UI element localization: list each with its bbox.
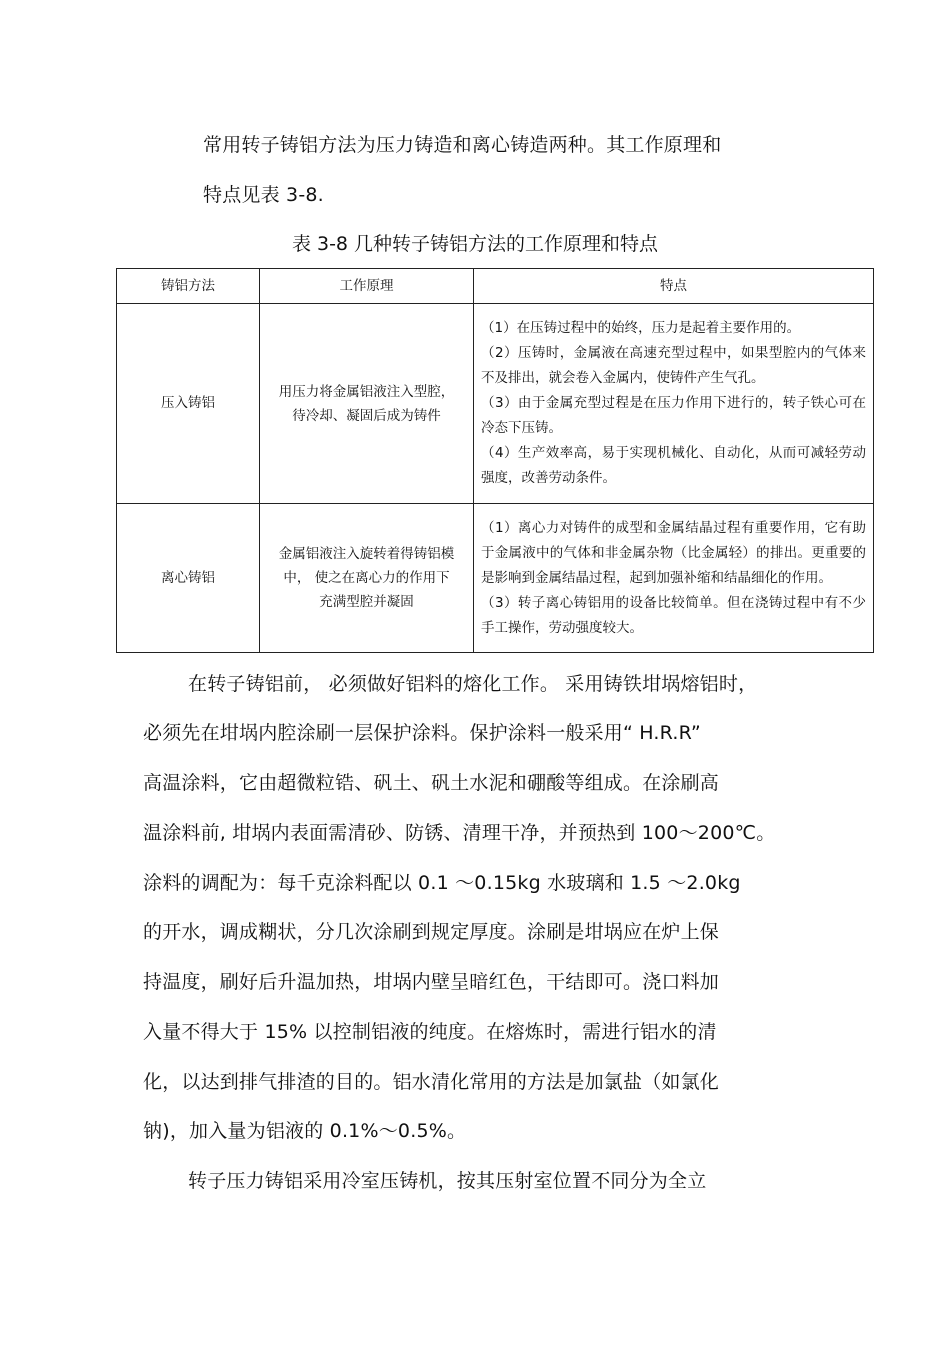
body-line-7: 持温度，刷好后升温加热，坩埚内壁呈暗红色，干结即可。浇口料加 [143,971,720,993]
features-cell [474,304,874,504]
principle-text: 金属铝液注入旋转着得铸铝模中， 使之在离心力的作用下充满型腔并凝固 [278,546,455,610]
principle-cell [260,304,474,504]
principle-text: 用压力将金属铝液注入型腔，待冷却、凝固后成为铸件 [278,383,455,424]
body-line-6: 的开水，调成糊状，分几次涂刷到规定厚度。涂刷是坩埚应在炉上保 [143,921,720,943]
feature-item: （1）在压铸过程中的始终，压力是起着主要作用的。 [481,320,801,336]
casting-methods-table [116,268,874,653]
table-row [117,304,874,504]
table-row [117,504,874,653]
body-line-8: 入量不得大于 15% 以控制铝液的纯度。在熔炼时，需进行铝水的清 [143,1021,717,1043]
body-line-1: 在转子铸铝前， 必须做好铝料的熔化工作。 采用铸铁坩埚熔铝时， [188,673,758,695]
feature-item: （2）压铸时，金属液在高速充型过程中，如果型腔内的气体来不及排出，就会卷入金属内，使铸件产生气孔。 [481,345,866,386]
body-line-3: 高温涂料，它由超微粒锆、矾土、矾土水泥和硼酸等组成。在涂刷高 [143,772,720,794]
features-cell [474,504,874,653]
body-line-11: 转子压力铸铝采用冷室压铸机，按其压射室位置不同分为全立 [188,1170,707,1192]
header-method: 铸铝方法 [117,269,260,304]
body-line-2: 必须先在坩埚内腔涂刷一层保护涂料。保护涂料一般采用“ H.R.R” [143,722,701,744]
principle-cell [260,504,474,653]
header-features: 特点 [474,269,874,304]
feature-item: （3）由于金属充型过程是在压力作用下进行的，转子铁心可在冷态下压铸。 [481,395,866,436]
method-cell: 压入铸铝 [117,304,260,504]
table-caption: 表 3-8 几种转子铸铝方法的工作原理和特点 [291,233,659,255]
body-line-9: 化，以达到排气排渣的目的。铝水清化常用的方法是加氯盐（如氯化 [143,1071,720,1093]
table-header-row [117,269,874,304]
intro-line-1: 常用转子铸铝方法为压力铸造和离心铸造两种。其工作原理和 [203,134,722,156]
method-cell: 离心铸铝 [117,504,260,653]
body-line-10: 钠)，加入量为铝液的 0.1%～0.5%。 [143,1120,467,1142]
feature-item: （3）转子离心铸铝用的设备比较简单。但在浇铸过程中有不少手工操作，劳动强度较大。 [481,594,866,636]
body-line-4: 温涂料前, 坩埚内表面需清砂、防锈、清理干净，并预热到 100～200℃。 [143,822,776,844]
feature-item: （4）生产效率高，易于实现机械化、自动化，从而可减轻劳动强度，改善劳动条件。 [481,445,866,486]
feature-item: （1）离心力对铸件的成型和金属结晶过程有重要作用，它有助于金属液中的气体和非金属杂物（比金属轻）的排出。更重要的是影响到金属结晶过程，起到加强补缩和结晶细化的作用。 [481,519,866,586]
intro-line-2: 特点见表 3-8. [203,184,324,206]
header-principle: 工作原理 [260,269,474,304]
body-line-5: 涂料的调配为：每千克涂料配以 0.1 ～0.15kg 水玻璃和 1.5 ～2.0kg [143,872,741,894]
